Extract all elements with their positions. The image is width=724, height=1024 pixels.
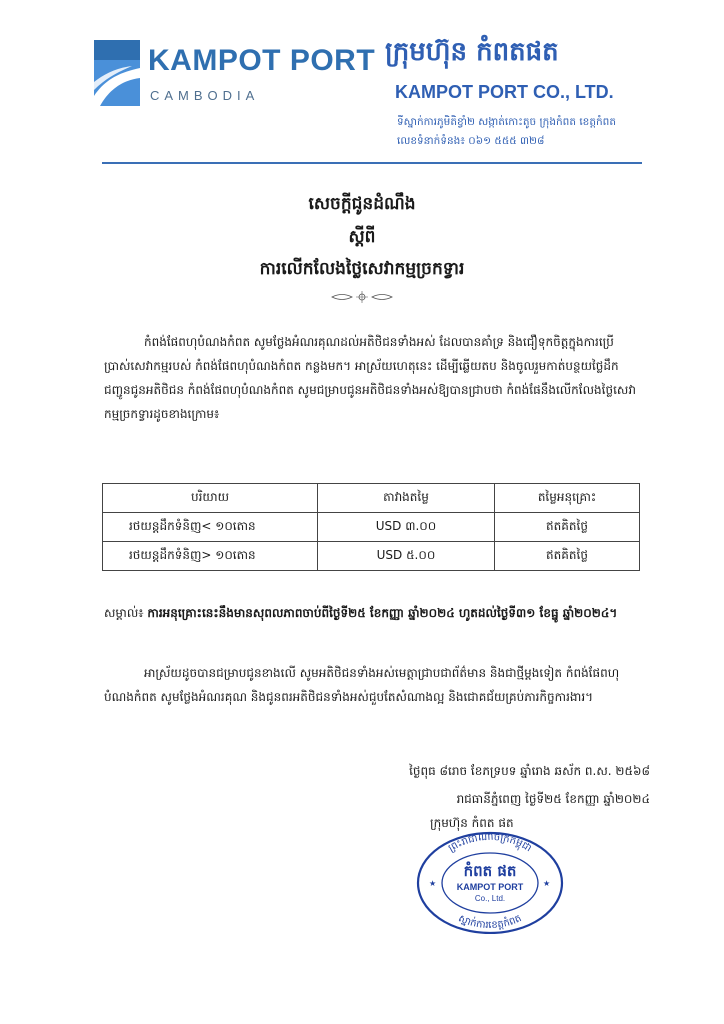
place-date: រាជធានីភ្នំពេញ ថ្ងៃទី២៥ ខែកញ្ញា ឆ្នាំ២០២៤ <box>456 792 650 806</box>
document-title: សេចក្តីជូនដំណឹង <box>308 194 416 214</box>
table-cell-description: រថយន្តដឹកទំនិញ> ១០តោន <box>103 542 318 571</box>
company-name-khmer: ក្រុមហ៊ុន កំពតផត <box>385 37 559 67</box>
table-cell-description: រថយន្តដឹកទំនិញ< ១០តោន <box>103 513 318 542</box>
table-row <box>103 513 640 542</box>
stamp-ring-bottom: ស្នាក់ការខេត្តកំពត <box>456 913 524 932</box>
company-name-english: KAMPOT PORT CO., LTD. <box>395 82 614 102</box>
table-cell-price: USD ៥.០០ <box>318 542 495 571</box>
header-divider <box>102 162 642 164</box>
table-header-price: តាវាងតម្លៃ <box>318 484 495 513</box>
company-phone: លេខទំនាក់ទំនង៖ ០៦១ ៥៥៥ ៣២៨ <box>397 135 545 147</box>
note-paragraph <box>104 598 640 628</box>
signing-company: ក្រុមហ៊ុន កំពត ផត <box>430 816 514 830</box>
company-seal-stamp <box>415 828 565 934</box>
table-cell-discount: ឥតគិតថ្លៃ <box>495 542 640 571</box>
company-address: ទីស្នាក់ការភូមិតិខ្វាំ២ សង្កាត់កោះតូច ក្រុងកំពត ខេត្តកំពត <box>397 116 616 128</box>
svg-text:ស្នាក់ការខេត្តកំពត <box>457 913 524 931</box>
logo-subtitle: CAMBODIA <box>150 88 260 103</box>
document-subtitle-about: ស្តីពី <box>348 227 376 247</box>
stamp-star-left-icon: ★ <box>429 879 437 888</box>
price-table <box>102 483 640 571</box>
intro-paragraph: កំពង់ផែពហុបំណងកំពត សូមថ្លែងអំណរគុណដល់អតិថិជនទាំងអស់ ដែលបានគាំទ្រ និងជឿទុកចិត្តក្នុងការប្រើប្រាស់សេវាកម្មរបស់ កំពង់ផែពហុបំណងកំពត កន្លងមក។ អាស្រ័យហេតុនេះ ដើម្បីឆ្លើយតប និងចូលរួមកាត់បន្ថយថ្លៃដឹកជញ្ជូនជូនអតិថិជន កំពង់ផែពហុបំណងកំពត សូមជម្រាបជូនអតិថិជនទាំងអស់ឱ្យបានជ្រាបថា កំពង់ផែនឹងលើកលែងថ្លៃសេវាកម្មច្រកទ្វារដូចខាងក្រោម៖ <box>104 335 636 421</box>
stamp-english-suffix: Co., Ltd. <box>474 894 506 903</box>
note-label: សម្គាល់៖ <box>104 606 144 620</box>
document-subject: ការលើកលែងថ្លៃសេវាកម្មច្រកទ្វារ <box>259 259 465 279</box>
logo-title: KAMPOT PORT <box>148 44 376 77</box>
stamp-english-name: KAMPOT PORT <box>456 882 524 892</box>
kampot-port-logo-icon <box>92 38 142 108</box>
stamp-ring-top: ព្រះរាជាណាចក្រកម្ពុជា <box>446 831 534 855</box>
table-header-discount-price: តម្លៃអនុគ្រោះ <box>495 484 640 513</box>
note-text: ការអនុគ្រោះនេះនឹងមានសុពលភាពចាប់ពីថ្ងៃទី២៥ ខែកញ្ញា ឆ្នាំ២០២៤ ហូតដល់ថ្ងៃទី៣១ ខែធ្នូ ឆ្នាំ២០២៤។ <box>147 606 618 620</box>
stamp-star-right-icon: ★ <box>543 879 551 888</box>
closing-paragraph: អាស្រ័យដូចបានជម្រាបជូនខាងលើ សូមអតិថិជនទាំងអស់មេត្តាជ្រាបជាព័ត៌មាន និងជាថ្មីម្តងទៀត កំពង់ផែពហុបំណងកំពត សូមថ្លែងអំណរគុណ និងជូនពរអតិថិជនទាំងអស់ជួបតែសំណាងល្អ និងជោគជ័យគ្រប់ភារកិច្ចការងារ។ <box>104 666 620 704</box>
table-cell-price: USD ៣.០០ <box>318 513 495 542</box>
table-row <box>103 542 640 571</box>
stamp-khmer-name: កំពត ផត <box>463 862 517 880</box>
ornament-divider-icon <box>330 290 394 304</box>
table-cell-discount: ឥតគិតថ្លៃ <box>495 513 640 542</box>
table-header-row <box>103 484 640 513</box>
svg-text:ព្រះរាជាណាចក្រកម្ពុជា <box>447 832 534 855</box>
table-header-description: បរិយាយ <box>103 484 318 513</box>
lunar-date: ថ្ងៃពុធ ៨រោច ខែភទ្របទ ឆ្នាំរោង ឆស័ក ព.ស. ២៥៦៨ <box>409 764 650 778</box>
